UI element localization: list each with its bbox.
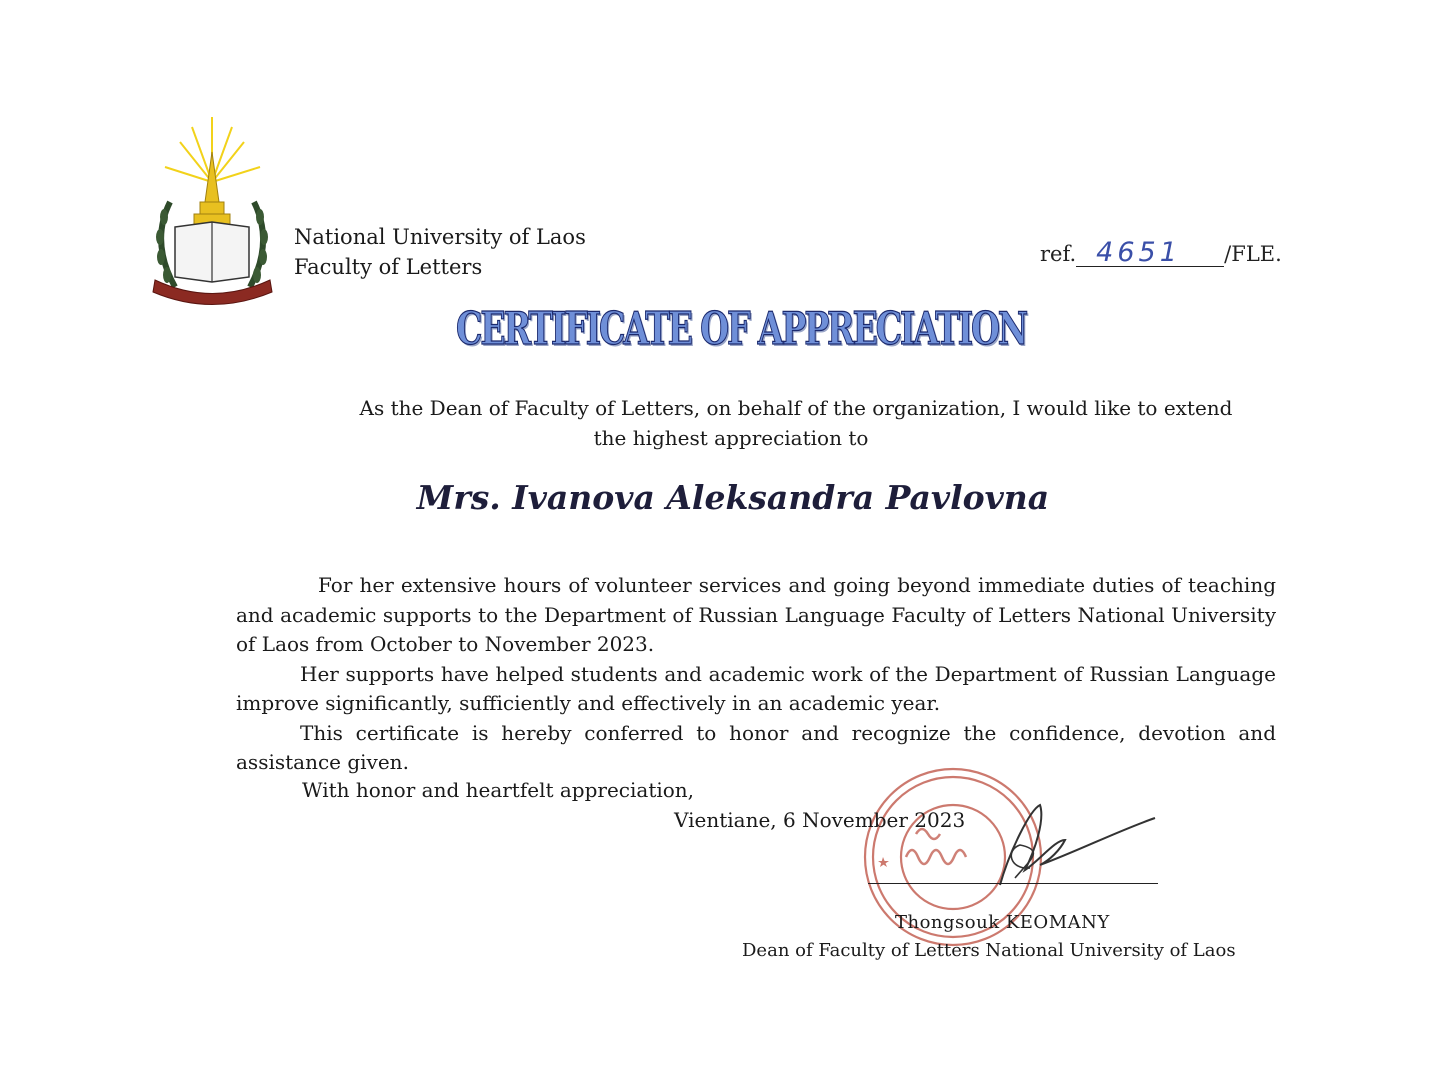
body-paragraph-1: For her extensive hours of volunteer services and going beyond immediate duties of teaching and academic supports to the Department of Russian Language Faculty of Letters National University of Laos from October to November 2023. xyxy=(236,573,1276,656)
reference-number xyxy=(1040,237,1282,268)
recipient-name: Mrs. Ivanova Aleksandra Pavlovna xyxy=(416,478,1050,517)
ref-prefix: ref. xyxy=(1040,242,1077,266)
university-logo-icon xyxy=(150,112,285,307)
signer-name: Thongsouk KEOMANY xyxy=(895,912,1110,933)
body-paragraph-2: Her supports have helped students and academic work of the Department of Russian Language improve significantly, sufficiently and effectively in an academic year. xyxy=(236,661,1276,715)
place-and-date: Vientiane, 6 November 2023 xyxy=(674,808,966,832)
signature-line xyxy=(868,883,1158,884)
certificate-title: CERTIFICATE OF APPRECIATION xyxy=(455,302,1026,355)
certificate-body xyxy=(236,571,1276,778)
university-name: National University of Laos xyxy=(294,225,586,249)
ref-number-handwritten: 4651 xyxy=(1076,240,1224,267)
ref-suffix: /FLE. xyxy=(1224,242,1282,266)
institution-block xyxy=(294,222,586,282)
intro-text xyxy=(0,393,1442,453)
signer-title: Dean of Faculty of Letters National University of Laos xyxy=(742,940,1236,961)
intro-line-1: As the Dean of Faculty of Letters, on behalf of the organization, I would like to extend xyxy=(359,396,1233,420)
faculty-name: Faculty of Letters xyxy=(294,255,483,279)
body-paragraph-3: This certificate is hereby conferred to honor and recognize the confidence, devotion and assistance given. xyxy=(236,720,1276,774)
closing-line: With honor and heartfelt appreciation, xyxy=(302,778,695,802)
intro-line-2: the highest appreciation to xyxy=(593,426,869,450)
